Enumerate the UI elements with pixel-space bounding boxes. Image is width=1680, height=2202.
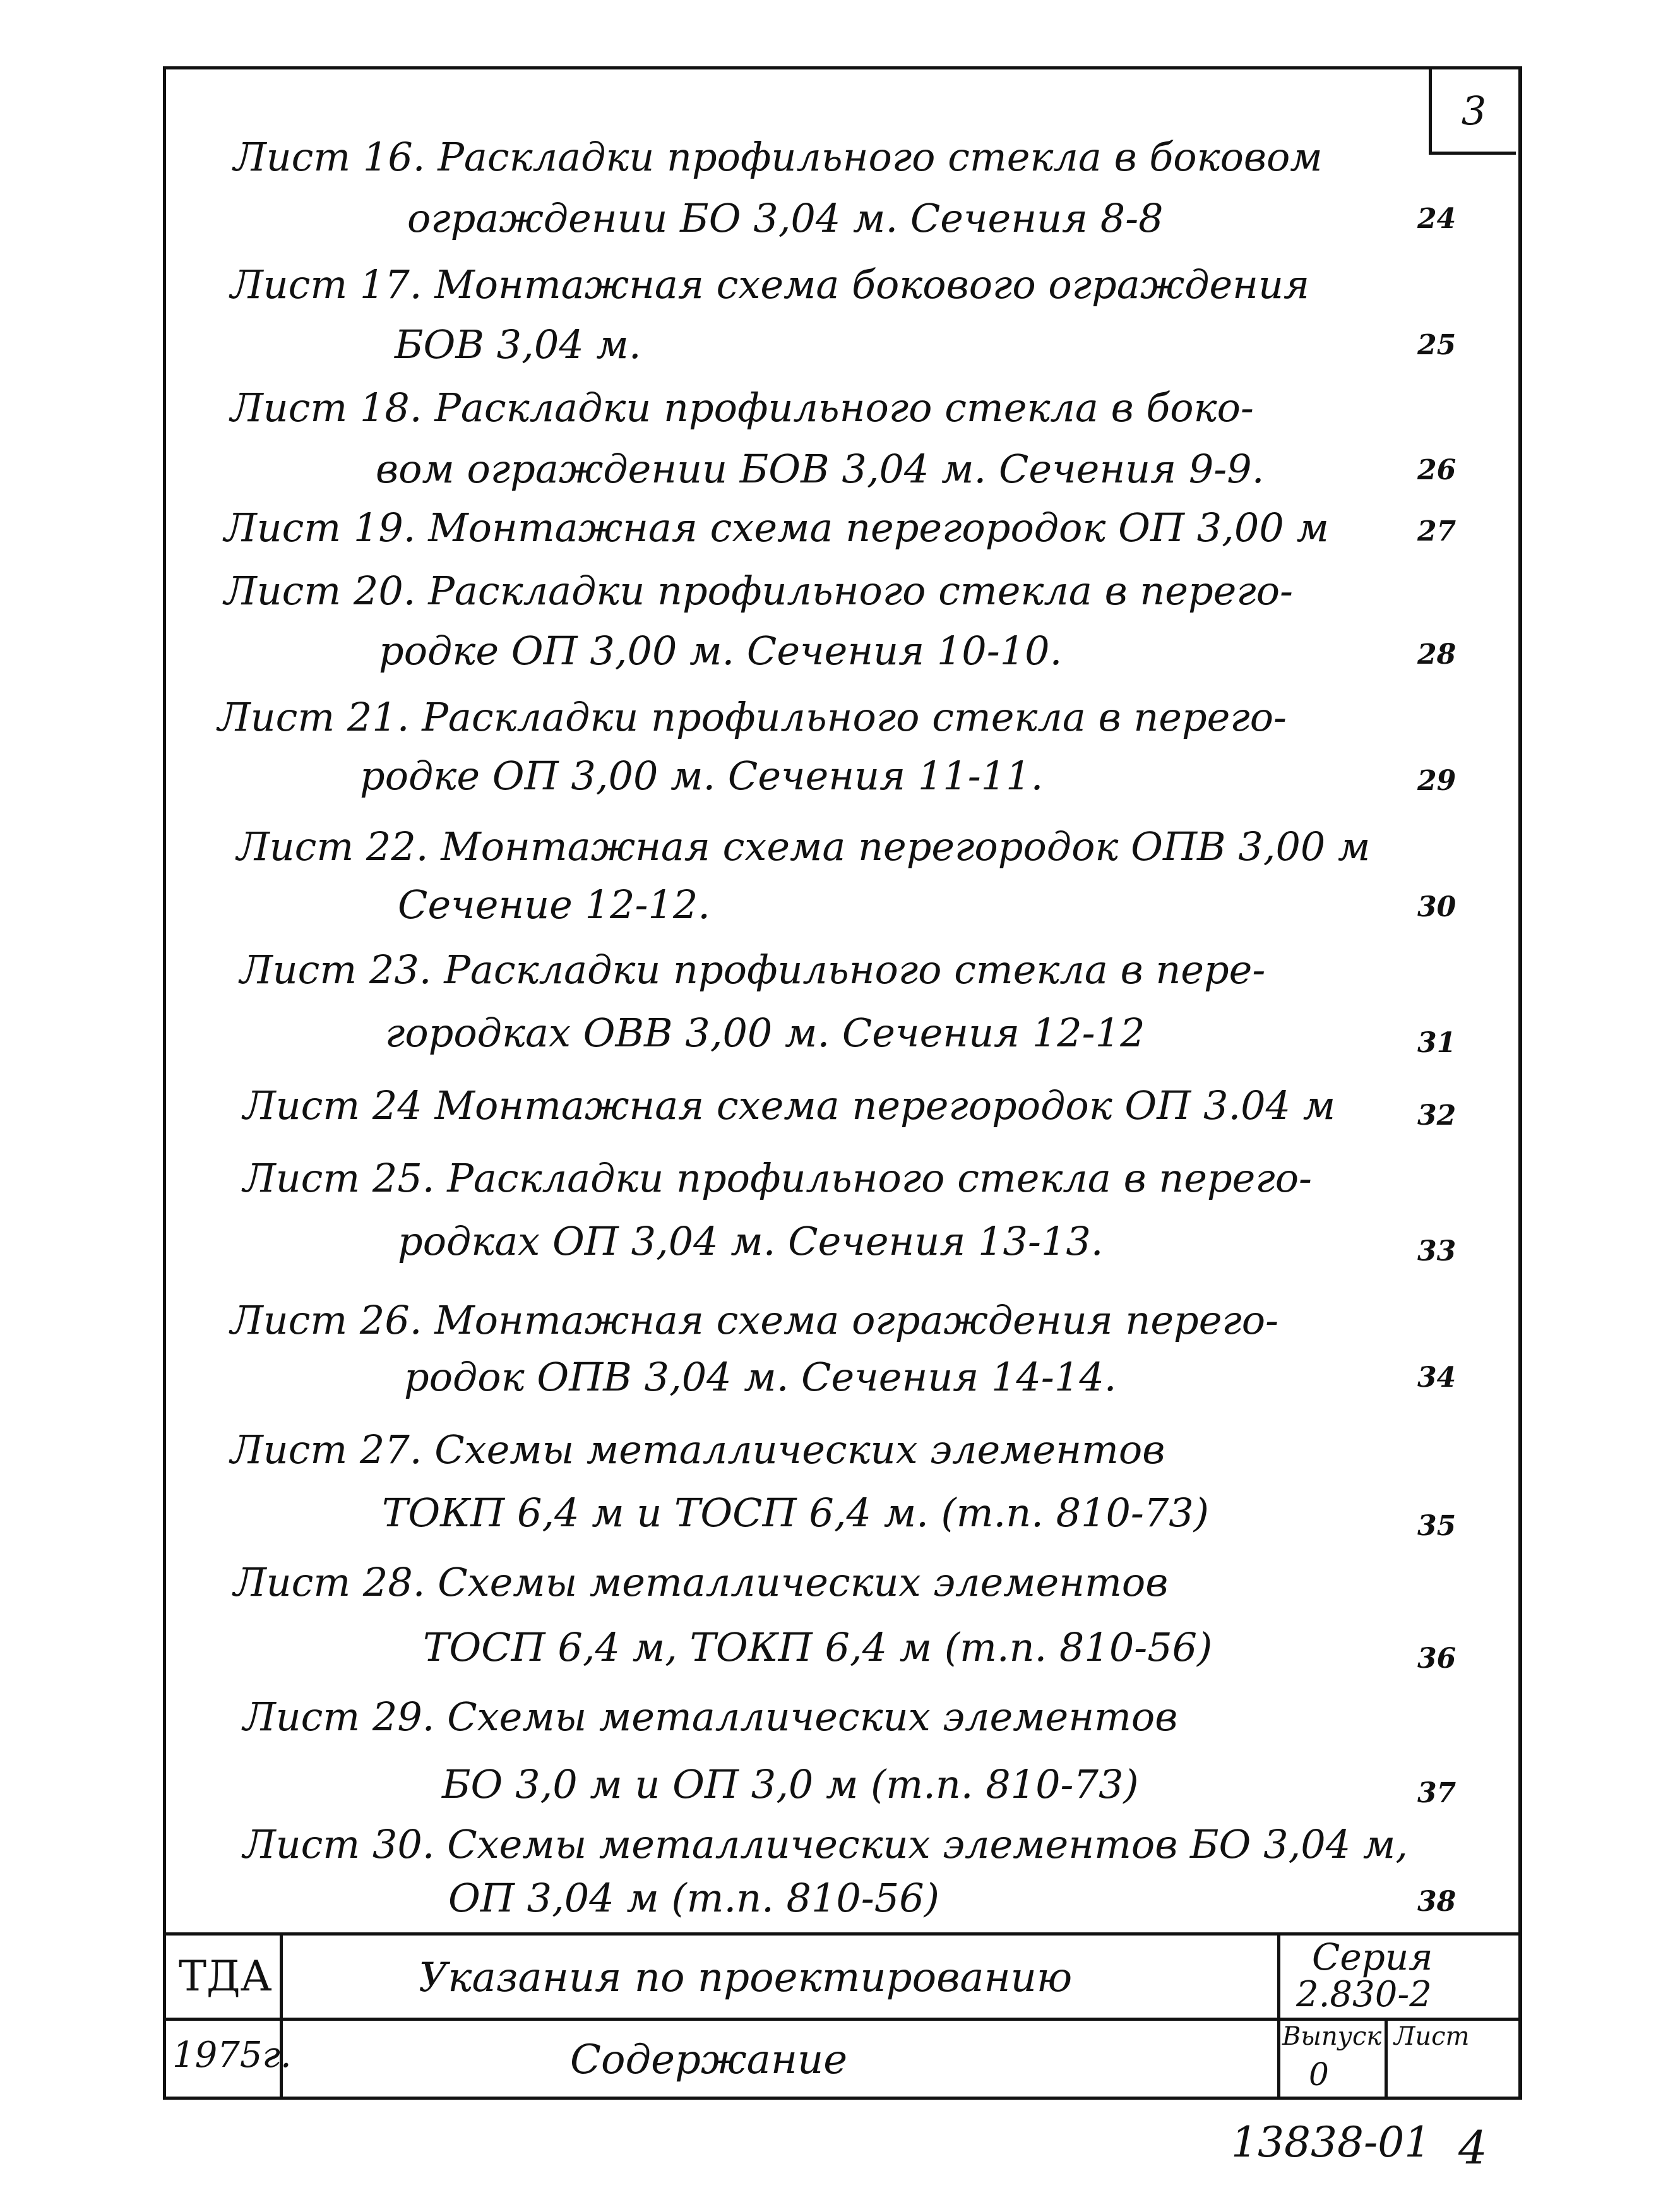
entry-line: вом ограждении БОВ 3,04 м. Сечения 9-9. [376,446,1265,492]
title-block-divider [166,2018,1519,2021]
entry-line: БОВ 3,04 м. [395,321,641,368]
entry-line: Лист 24 Монтажная схема перегородок ОП 3.04 м [243,1082,1336,1128]
entry-line: Лист 26. Монтажная схема ограждения перего- [230,1297,1279,1343]
series-value: 2.830-2 [1296,1974,1432,2015]
entry-line: Лист 20. Раскладки профильного стекла в перего- [224,568,1293,614]
page-ref: 24 [1417,203,1457,235]
page-ref: 38 [1417,1886,1457,1918]
entry-line: городках ОВВ 3,00 м. Сечения 12-12 [385,1010,1145,1056]
entry-line: Сечение 12-12. [398,882,711,928]
year: 1975г. [172,2035,292,2076]
entry-line: родке ОП 3,00 м. Сечения 11-11. [360,753,1044,799]
entry-line: БО 3,0 м и ОП 3,0 м (т.п. 810-73) [442,1761,1139,1807]
entry-line: ОП 3,04 м (т.п. 810-56) [448,1875,939,1921]
entry-line: Лист 28. Схемы металлических элементов [234,1559,1169,1605]
page-ref: 28 [1417,638,1457,671]
entry-line: Лист 19. Монтажная схема перегородок ОП 3,00 м [224,505,1329,551]
sheet-number: 3 [1429,69,1516,155]
entry-line: Лист 21. Раскладки профильного стекла в перего- [218,694,1287,740]
document-subtitle: Содержание [570,2037,848,2083]
org-code: ТДА [179,1952,272,2001]
entry-line: Лист 18. Раскладки профильного стекла в боко- [230,385,1254,431]
entry-line: родок ОПВ 3,04 м. Сечения 14-14. [404,1354,1117,1400]
page-ref: 36 [1417,1643,1457,1675]
entry-line: ТОКП 6,4 м и ТОСП 6,4 м. (т.п. 810-73) [382,1490,1209,1536]
document-number: 13838-01 [1231,2118,1431,2167]
document-title: Указания по проектированию [419,1954,1073,2001]
page-ref: 32 [1417,1099,1457,1132]
page-ref: 34 [1417,1361,1457,1394]
issue-value: 0 [1309,2056,1329,2093]
entry-line: ограждении БО 3,04 м. Сечения 8-8 [407,195,1164,241]
page-ref: 31 [1417,1027,1457,1059]
series-label: Серия [1312,1936,1433,1978]
entry-line: Лист 16. Раскладки профильного стекла в боковом [234,134,1323,180]
entry-line: родке ОП 3,00 м. Сечения 10-10. [379,628,1063,674]
entry-line: родках ОП 3,04 м. Сечения 13-13. [398,1218,1104,1264]
page-ref: 30 [1417,891,1457,923]
page-number: 4 [1458,2121,1487,2174]
sheet-label: Лист [1394,2022,1470,2051]
entry-line: Лист 23. Раскладки профильного стекла в пере- [240,947,1266,993]
title-block [163,1932,1522,2100]
entry-line: Лист 27. Схемы металлических элементов [230,1427,1165,1473]
page-ref: 37 [1417,1777,1457,1809]
entry-line: Лист 29. Схемы металлических элементов [243,1694,1178,1740]
page-ref: 29 [1417,765,1457,797]
entry-line: Лист 17. Монтажная схема бокового ограждения [230,261,1309,308]
page-ref: 35 [1417,1510,1457,1542]
entry-line: Лист 30. Схемы металлических элементов БО 3,04 м, [243,1821,1408,1867]
page-ref: 25 [1417,329,1457,361]
page-ref: 27 [1417,515,1457,548]
issue-label: Выпуск [1282,2022,1382,2051]
page-ref: 33 [1417,1235,1457,1267]
entry-line: ТОСП 6,4 м, ТОКП 6,4 м (т.п. 810-56) [423,1624,1213,1670]
title-block-divider [1277,1936,1280,2097]
title-block-divider [1385,2018,1388,2097]
page-ref: 26 [1417,454,1457,486]
entry-line: Лист 22. Монтажная схема перегородок ОПВ 3,00 м [237,823,1371,870]
entry-line: Лист 25. Раскладки профильного стекла в перего- [243,1155,1312,1201]
